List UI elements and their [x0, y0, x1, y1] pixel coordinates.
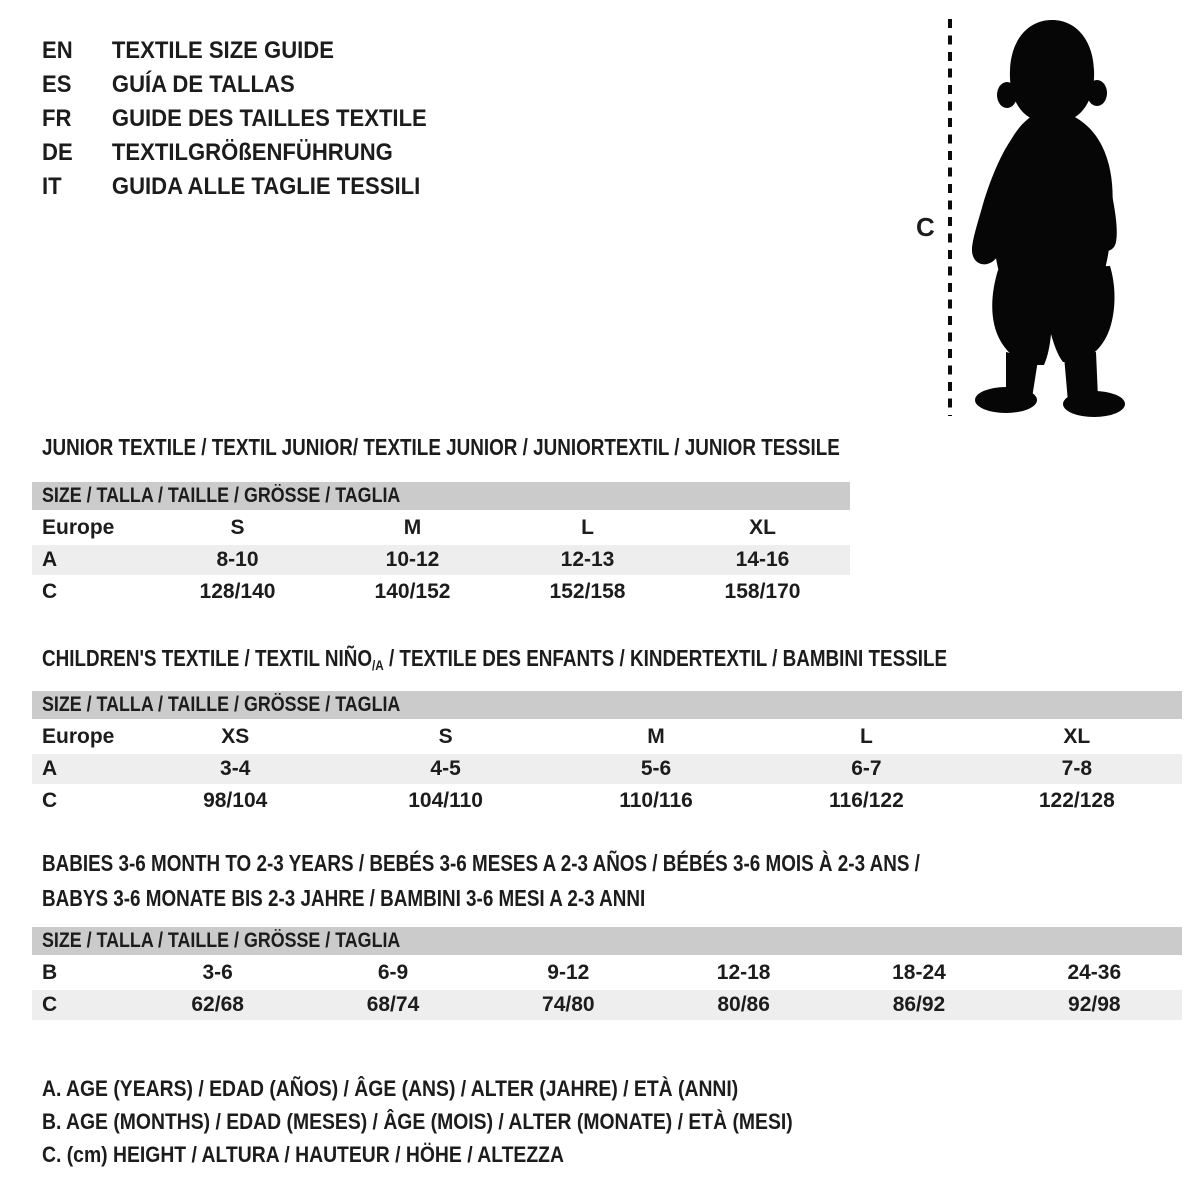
cell-value: 110/116	[619, 789, 693, 812]
cell-value: L	[860, 725, 873, 748]
language-title: GUIDA ALLE TAGLIE TESSILI	[111, 173, 421, 200]
legend-line-c: C. (cm) HEIGHT / ALTURA / HAUTEUR / HÖHE / ALTEZZA	[42, 1142, 564, 1167]
cell-value: 86/92	[892, 993, 946, 1016]
cell-value: 6-7	[851, 757, 882, 780]
cell-value: 10-12	[385, 548, 440, 571]
table-row	[32, 786, 1182, 816]
language-row	[42, 68, 427, 102]
cell-value: 24-36	[1067, 961, 1122, 984]
language-code: FR	[42, 105, 72, 132]
cell-value: S	[438, 725, 453, 748]
cell-value: 9-12	[547, 961, 590, 984]
language-code: EN	[42, 37, 73, 64]
cell-value: 104/110	[408, 789, 483, 812]
row-label: C	[42, 993, 58, 1016]
legend-line-b: B. AGE (MONTHS) / EDAD (MESES) / ÂGE (MOIS) / ALTER (MONATE) / ETÀ (MESI)	[42, 1109, 793, 1134]
language-row	[42, 136, 427, 170]
language-title-list	[42, 34, 427, 204]
table-row	[32, 754, 1182, 784]
table-row	[32, 958, 1182, 988]
row-label: C	[42, 580, 58, 603]
row-label: Europe	[42, 516, 115, 539]
cell-value: 68/74	[366, 993, 420, 1016]
table-header: SIZE / TALLA / TAILLE / GRÖSSE / TAGLIA	[32, 927, 1182, 955]
table-row	[32, 990, 1182, 1020]
language-title: TEXTILE SIZE GUIDE	[111, 37, 334, 64]
cell-value: 12-18	[716, 961, 771, 984]
cell-value: L	[581, 516, 594, 539]
language-title: GUÍA DE TALLAS	[111, 71, 295, 98]
row-label: C	[42, 789, 58, 812]
cell-value: 152/158	[549, 580, 626, 603]
measurement-legend	[42, 1072, 793, 1171]
cell-value: 14-16	[735, 548, 790, 571]
cell-value: S	[230, 516, 245, 539]
cell-value: 158/170	[724, 580, 801, 603]
table-row	[32, 545, 850, 575]
babies-heading-line1: BABIES 3-6 MONTH TO 2-3 YEARS / BEBÉS 3-6 MESES A 2-3 AÑOS / BÉBÉS 3-6 MOIS À 2-3 ANS /	[42, 850, 920, 876]
cell-value: 3-4	[220, 757, 251, 780]
cell-value: 74/80	[542, 993, 595, 1016]
table-row	[32, 513, 850, 543]
row-label: B	[42, 961, 58, 984]
cell-value: 140/152	[374, 580, 451, 603]
cell-value: 128/140	[199, 580, 276, 603]
cell-value: XS	[221, 725, 250, 748]
heading-subscript: /A	[372, 657, 384, 674]
height-measure-label: C	[916, 212, 935, 242]
cell-value: XL	[749, 516, 776, 539]
height-dashed-line	[946, 16, 954, 418]
cell-value: 8-10	[216, 548, 259, 571]
cell-value: 5-6	[640, 757, 672, 780]
legend-line-a: A. AGE (YEARS) / EDAD (AÑOS) / ÂGE (ANS) / ALTER (JAHRE) / ETÀ (ANNI)	[42, 1076, 739, 1101]
table-row	[32, 577, 850, 607]
cell-value: 62/68	[191, 993, 244, 1016]
cell-value: 18-24	[892, 961, 946, 984]
cell-value: 3-6	[202, 961, 233, 984]
cell-value: 92/98	[1068, 993, 1121, 1016]
toddler-silhouette-image	[962, 14, 1134, 418]
cell-value: XL	[1063, 725, 1091, 748]
language-title: TEXTILGRÖßENFÜHRUNG	[111, 139, 393, 166]
cell-value: 4-5	[430, 757, 461, 780]
language-code: ES	[42, 71, 72, 98]
children-size-table	[32, 691, 1182, 818]
babies-size-table	[32, 927, 1182, 1022]
cell-value: 6-9	[377, 961, 409, 984]
row-label: A	[42, 548, 58, 571]
language-title: GUIDE DES TAILLES TEXTILE	[111, 105, 427, 132]
language-row	[42, 170, 427, 204]
cell-value: 7-8	[1061, 757, 1092, 780]
cell-value: 98/104	[203, 789, 268, 812]
language-row	[42, 34, 427, 68]
junior-section-heading: JUNIOR TEXTILE / TEXTIL JUNIOR/ TEXTILE JUNIOR / JUNIORTEXTIL / JUNIOR TESSILE	[42, 434, 840, 460]
cell-value: 12-13	[560, 548, 615, 571]
babies-heading-line2: BABYS 3-6 MONATE BIS 2-3 JAHRE / BAMBINI 3-6 MESI A 2-3 ANNI	[42, 885, 646, 911]
cell-value: M	[403, 516, 422, 539]
cell-value: M	[647, 725, 665, 748]
junior-size-table	[32, 482, 850, 609]
cell-value: 122/128	[1038, 789, 1115, 812]
cell-value: 116/122	[829, 789, 904, 812]
table-header: SIZE / TALLA / TAILLE / GRÖSSE / TAGLIA	[32, 482, 850, 510]
babies-section-heading	[42, 846, 920, 916]
table-header: SIZE / TALLA / TAILLE / GRÖSSE / TAGLIA	[32, 691, 1182, 719]
cell-value: 80/86	[717, 993, 770, 1016]
row-label: Europe	[42, 725, 115, 748]
language-row	[42, 102, 427, 136]
children-section-heading: CHILDREN'S TEXTILE / TEXTIL NIÑO/A / TEXTILE DES ENFANTS / KINDERTEXTIL / BAMBINI TESSILE	[42, 645, 948, 674]
row-label: A	[42, 757, 58, 780]
language-code: IT	[42, 173, 62, 200]
language-code: DE	[42, 139, 73, 166]
table-row	[32, 722, 1182, 752]
